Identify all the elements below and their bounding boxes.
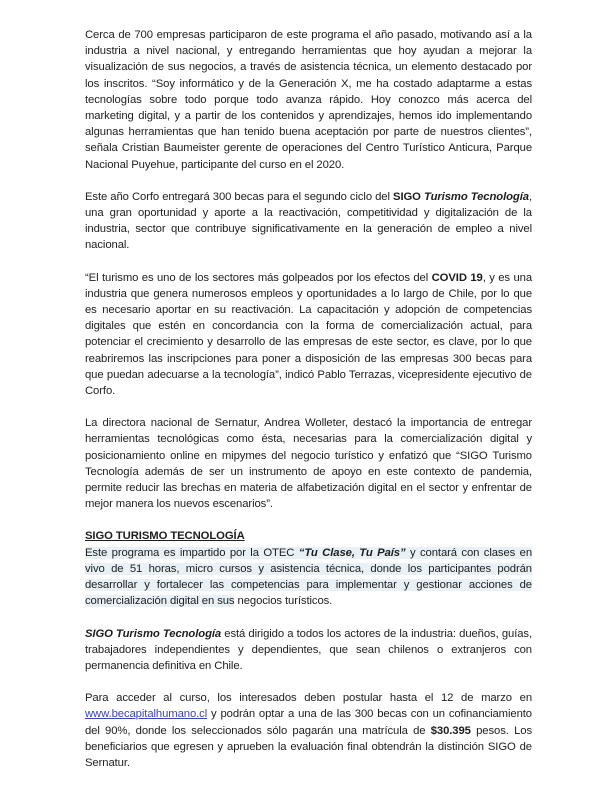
text-run: Turismo Tecnología	[423, 190, 529, 203]
text-run: Para acceder al curso, los interesados deben postular hasta el 12 de marzo en	[85, 692, 532, 705]
link-becapitalhumano[interactable]: www.becapitalhumano.cl	[85, 708, 208, 721]
text-run: “El turismo es uno de los sectores más golpeados por los efectos del	[85, 271, 432, 284]
section-heading-sigo	[85, 528, 532, 544]
text-run: negocios turísticos.	[234, 595, 333, 608]
text-run: COVID 19	[431, 271, 483, 284]
text-run: y contará con clases en vivo de 51 horas, micro cursos y asistencia técnica, donde los participantes podrán desarrollar y fortalecer las competencias para implementar y gestionar acciones de comercialización digital en sus	[85, 546, 533, 608]
text-run: Este programa es impartido por la OTEC	[85, 546, 299, 559]
paragraph-intro	[85, 27, 532, 173]
document-body	[85, 27, 532, 787]
paragraph-programa-otec	[85, 545, 532, 610]
text-run: Este año Corfo entregará 300 becas para el segundo ciclo del	[85, 190, 394, 203]
text-run: $30.395	[430, 724, 471, 737]
text-run: SIGO TURISMO TECNOLOGÍA	[85, 530, 245, 543]
text-run: , y es una industria que genera numerosos empleos y oportunidades a lo largo de Chile, por lo que es necesario aportar en su reactivación. La capacitación y adopción de competencias digitales que estén en concordancia con la forma de comercialización actual, para potenciar el crecimiento y desarrollo de las empresas de este sector, es clave, por lo que reabriremos las inscripciones para poner a disposición de las empresas 300 becas para que puedan adecuarse a la tecnología”, indicó Pablo Terrazas, vicepresidente ejecutivo de Corfo.	[85, 271, 532, 398]
text-run: está dirigido a todos los actores de la industria: dueños, guías, trabajadores independientes y dependientes, que sean chilenos o extranjeros con permanencia definitiva en Chile.	[85, 627, 532, 672]
paragraph-dirigido	[85, 626, 532, 675]
text-run: SIGO	[393, 190, 424, 203]
text-run: La directora nacional de Sernatur, Andrea Wolleter, destacó la importancia de entregar herramientas tecnológicas como ésta, necesarias para la comercialización digital y posicionamiento online en mipymes del negocio turístico y enfatizó que “SIGO Turismo Tecnología además de ser un instrumento de apoyo en este contexto de pandemia, permite reducir las brechas en materia de alfabetización digital en el sector y enfrentar de mejor manera los nuevos escenarios”.	[85, 417, 532, 511]
paragraph-corfo-becas	[85, 189, 532, 254]
text-run: pesos. Los beneficiarios que egresen y aprueben la evaluación final obtendrán la distinción SIGO de Sernatur.	[85, 724, 532, 769]
paragraph-quote-wolleter	[85, 415, 532, 512]
text-run: , una gran oportunidad y aporte a la reactivación, competitividad y digitalización de la industria, sector que contribuye significativamente en la generación de empleo a nivel nacional.	[85, 190, 532, 252]
text-run: y podrán optar a una de las 300 becas con un cofinanciamiento del 90%, donde los seleccionados sólo pagarán una matrícula de	[85, 708, 532, 737]
text-run: SIGO Turismo Tecnología	[85, 627, 222, 640]
text-run: “Tu Clase, Tu País”	[298, 546, 406, 559]
paragraph-postulacion	[85, 690, 532, 771]
text-run: Cerca de 700 empresas participaron de este programa el año pasado, motivando así a la industria a nivel nacional, y entregando herramientas que hoy ayudan a mejorar la visualización de sus negocios, a través de asistencia técnica, un elemento destacado por los inscritos. “Soy informático y de la Generación X, me ha costado adaptarme a estas tecnologías sobre todo porque todo avanza rápido. Hoy conozco más acerca del marketing digital, y a partir de los contenidos y aprendizajes, hemos ido implementando algunas herramientas que han tenido buena aceptación por parte de nuestros clientes”, señala Cristian Baumeister gerente de operaciones del Centro Turístico Anticura, Parque Nacional Puyehue, participante del curso en el 2020.	[85, 29, 532, 171]
paragraph-quote-terrazas	[85, 270, 532, 400]
